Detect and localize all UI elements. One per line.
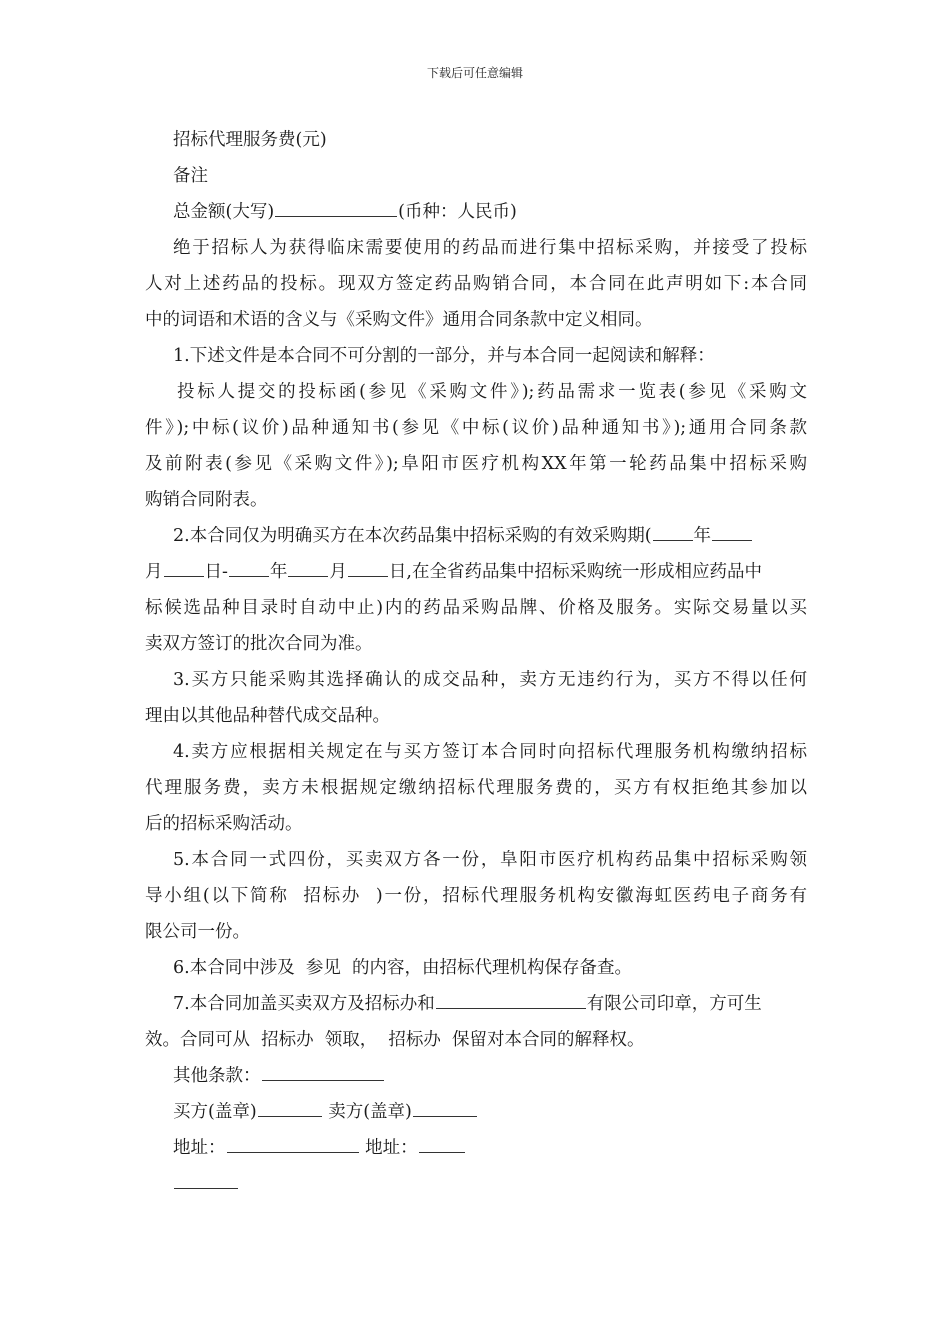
clause-6: 6.本合同中涉及 参见 的内容，由招标代理机构保存备查。 — [173, 958, 632, 978]
end-month-blank — [288, 558, 328, 577]
seller-seal-label: 卖方(盖章) — [322, 1102, 412, 1122]
clause-5-line-1: 5.本合同一式四份，买卖双方各一份，阜阳市医疗机构药品集中招标采购领 — [173, 850, 807, 870]
seal-line — [145, 1094, 807, 1130]
intro-line-1: 绝于招标人为获得临床需要使用的药品而进行集中招标采购，并接受了投标 — [173, 238, 807, 258]
clause-3-line-2: 理由以其他品种替代成交品种。 — [145, 706, 390, 726]
clause-1-docs-2: 件》);中标(议价)品种通知书(参见《中标(议价)品种通知书》);通用合同条款 — [145, 418, 807, 438]
address-line — [145, 1130, 807, 1166]
clause-3-line-1: 3.买方只能采购其选择确认的成交品种，卖方无违约行为，买方不得以任何 — [173, 670, 807, 690]
buyer-seal-label: 买方(盖章) — [173, 1102, 257, 1122]
company-name-blank — [436, 990, 586, 1009]
day-label: 日- — [204, 562, 228, 582]
start-year-blank — [653, 522, 693, 541]
clause-2-text: 2.本合同仅为明确买方在本次药品集中招标采购的有效采购期( — [173, 526, 652, 546]
end-year-blank — [229, 558, 269, 577]
clause-4-line-1: 4.卖方应根据相关规定在与买方签订本合同时向招标代理服务机构缴纳招标 — [173, 742, 807, 762]
end-day-blank — [348, 558, 388, 577]
other-terms-line — [145, 1058, 807, 1094]
currency-label: (币种：人民币) — [398, 202, 517, 222]
end-year-label: 年 — [269, 562, 288, 582]
clause-7-line-1 — [145, 986, 807, 1022]
clause-2-line-2 — [145, 554, 807, 590]
remarks-label: 备注 — [173, 166, 208, 186]
other-terms-blank — [262, 1062, 384, 1081]
seller-address-label: 地址： — [359, 1138, 418, 1158]
seller-address-blank — [419, 1134, 465, 1153]
page-header: 下载后可任意编辑 — [426, 66, 523, 80]
clause-1-docs-4: 购销合同附表。 — [145, 490, 268, 510]
start-day-blank — [164, 558, 204, 577]
clause-7-line-2: 效。合同可从 招标办 领取， 招标办 保留对本合同的解释权。 — [145, 1030, 645, 1050]
fee-label: 招标代理服务费(元) — [173, 130, 327, 150]
intro-line-3: 中的词语和术语的含义与《采购文件》通用合同条款中定义相同。 — [145, 310, 653, 330]
other-terms-label: 其他条款： — [173, 1066, 261, 1086]
total-amount-line — [145, 194, 807, 230]
start-month-blank — [712, 522, 752, 541]
clause-5-line-3: 限公司一份。 — [145, 922, 250, 942]
clause-2-continued: 日,在全省药品集中招标采购统一形成相应药品中 — [388, 562, 762, 582]
clause-2-line-3: 标候选品种目录时自动中止)内的药品采购品牌、价格及服务。实际交易量以买 — [145, 598, 807, 618]
clause-2-line-1 — [145, 518, 807, 554]
clause-2-line-4: 卖双方签订的批次合同为准。 — [145, 634, 373, 654]
clause-7-text-cont: 有限公司印章，方可生 — [586, 994, 762, 1014]
intro-line-2: 人对上述药品的投标。现双方签定药品购销合同，本合同在此声明如下:本合同 — [145, 274, 807, 294]
clause-7-text: 7.本合同加盖买卖双方及招标办和 — [173, 994, 435, 1014]
seller-seal-blank — [413, 1098, 477, 1117]
document-body — [145, 122, 807, 1202]
trailing-blank-line — [145, 1166, 807, 1202]
buyer-address-blank — [227, 1134, 359, 1153]
clause-4-line-2: 代理服务费，卖方未根据规定缴纳招标代理服务费的，买方有权拒绝其参加以 — [145, 778, 807, 798]
month-label: 月 — [145, 562, 163, 582]
total-amount-blank — [275, 198, 397, 217]
clause-5-line-2: 导小组(以下简称 招标办 )一份，招标代理服务机构安徽海虹医药电子商务有 — [145, 886, 807, 906]
total-amount-label: 总金额(大写) — [173, 202, 275, 222]
clause-4-line-3: 后的招标采购活动。 — [145, 814, 303, 834]
clause-1-docs-1: 投标人提交的投标函(参见《采购文件》);药品需求一览表(参见《采购文 — [177, 382, 807, 402]
year-label: 年 — [693, 526, 712, 546]
end-month-label: 月 — [329, 562, 347, 582]
trailing-blank — [174, 1170, 238, 1189]
clause-1: 1.下述文件是本合同不可分割的一部分，并与本合同一起阅读和解释： — [173, 346, 715, 366]
buyer-seal-blank — [258, 1098, 322, 1117]
buyer-address-label: 地址： — [173, 1138, 226, 1158]
clause-1-docs-3: 及前附表(参见《采购文件》);阜阳市医疗机构XX年第一轮药品集中招标采购 — [145, 454, 807, 474]
